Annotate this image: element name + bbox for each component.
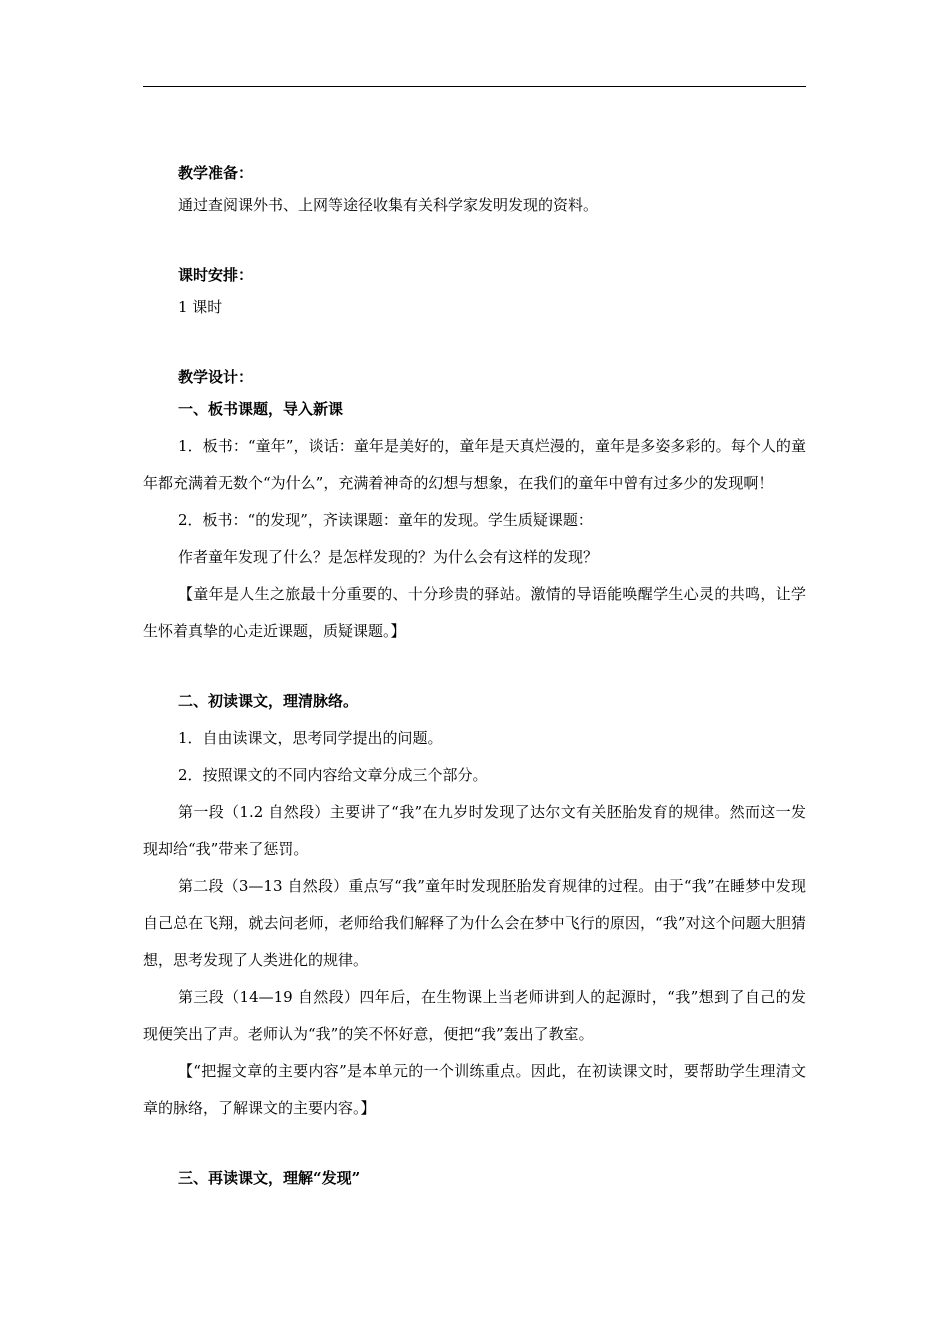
paragraph: 第一段（1.2 自然段）主要讲了“我”在九岁时发现了达尔文有关胚胎发育的规律。然而这一发现却给“我”带来了惩罚。 bbox=[143, 803, 806, 858]
paragraph: 1．自由读课文，思考同学提出的问题。 bbox=[178, 729, 443, 747]
heading-design: 教学设计： bbox=[178, 368, 254, 386]
paragraph: 2．按照课文的不同内容给文章分成三个部分。 bbox=[178, 766, 488, 784]
heading-schedule: 课时安排： bbox=[178, 266, 254, 284]
heading-section-1: 一、板书课题，导入新课 bbox=[178, 400, 344, 418]
heading-preparation: 教学准备： bbox=[178, 164, 254, 182]
spacer bbox=[143, 1127, 806, 1165]
paragraph: 作者童年发现了什么？是怎样发现的？为什么会有这样的发现？ bbox=[178, 548, 599, 566]
paragraph-preparation: 通过查阅课外书、上网等途径收集有关科学家发明发现的资料。 bbox=[178, 196, 599, 214]
document-body bbox=[143, 160, 806, 1197]
paragraph-schedule: 1 课时 bbox=[178, 298, 223, 316]
spacer bbox=[143, 326, 806, 364]
spacer bbox=[143, 224, 806, 262]
paragraph: 第二段（3—13 自然段）重点写“我”童年时发现胚胎发育规律的过程。由于“我”在睡梦中发现自己总在飞翔，就去问老师，老师给我们解释了为什么会在梦中飞行的原因，“我”对这个问题大胆猜想，思考发现了人类进化的规律。 bbox=[143, 877, 806, 969]
paragraph-note: 【童年是人生之旅最十分重要的、十分珍贵的驿站。激情的导语能唤醒学生心灵的共鸣，让学生怀着真挚的心走近课题，质疑课题。】 bbox=[143, 585, 806, 640]
paragraph-note: 【“把握文章的主要内容”是本单元的一个训练重点。因此，在初读课文时，要帮助学生理清文章的脉络，了解课文的主要内容。】 bbox=[143, 1062, 806, 1117]
paragraph: 2．板书：“的发现”，齐读课题：童年的发现。学生质疑课题： bbox=[178, 511, 593, 529]
heading-section-3: 三、再读课文，理解“发现” bbox=[178, 1169, 361, 1187]
spacer bbox=[143, 650, 806, 688]
paragraph: 第三段（14—19 自然段）四年后，在生物课上当老师讲到人的起源时，“我”想到了自己的发现便笑出了声。老师认为“我”的笑不怀好意，便把“我”轰出了教室。 bbox=[143, 988, 806, 1043]
heading-section-2: 二、初读课文，理清脉络。 bbox=[178, 692, 359, 710]
paragraph: 1．板书：“童年”，谈话：童年是美好的，童年是天真烂漫的，童年是多姿多彩的。每个人的童年都充满着无数个“为什么”，充满着神奇的幻想与想象，在我们的童年中曾有过多少的发现啊！ bbox=[143, 437, 806, 492]
header-rule bbox=[143, 86, 806, 87]
